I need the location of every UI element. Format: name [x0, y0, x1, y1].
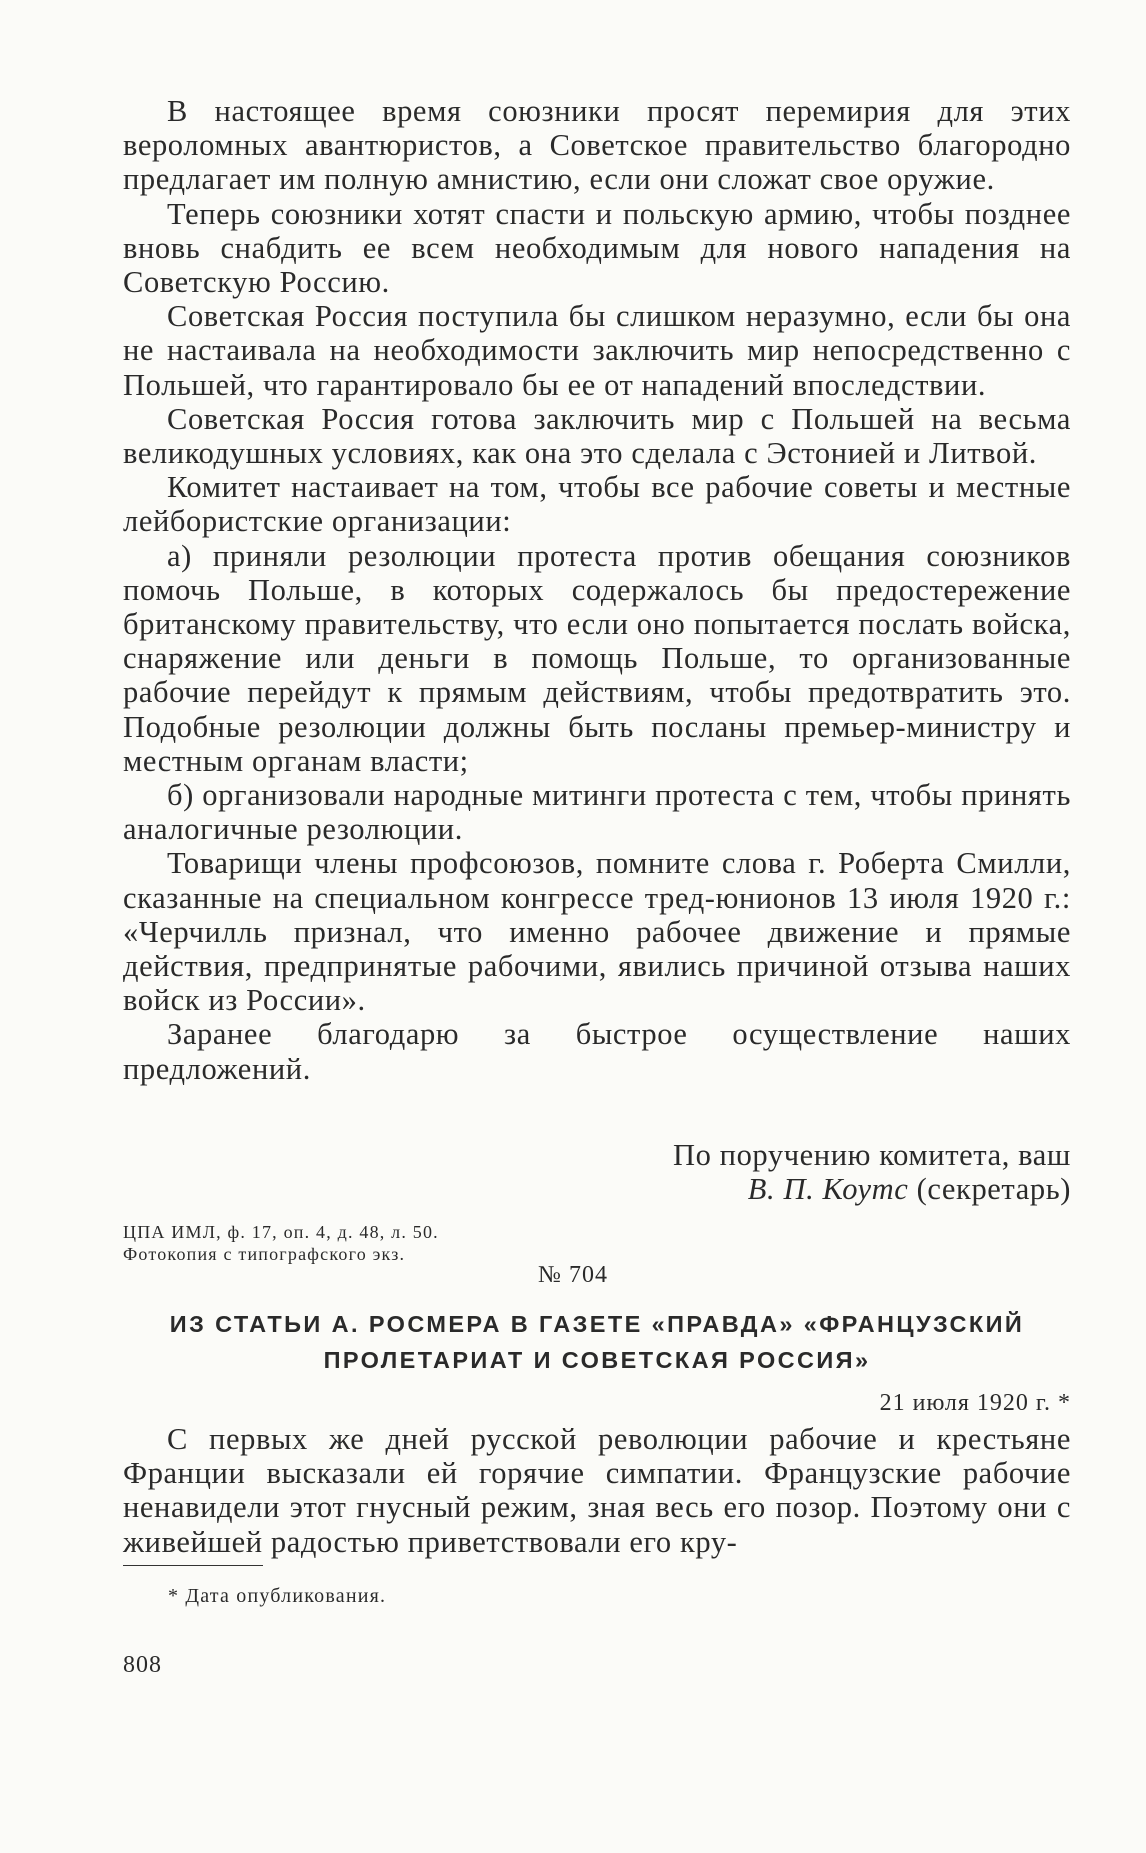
signature-name: В. П. Коутс: [747, 1172, 909, 1206]
signature-line: По поручению комитета, ваш: [672, 1138, 1071, 1172]
page-number: 808: [123, 1652, 162, 1678]
paragraph-5: Комитет настаивает на том, чтобы все рабочие советы и местные лейбористские организации:: [123, 470, 1071, 539]
article-body: [123, 1422, 1071, 1559]
archive-line-1: ЦПА ИМЛ, ф. 17, оп. 4, д. 48, л. 50.: [123, 1222, 439, 1242]
letter-body: [123, 94, 1071, 1086]
paragraph-6: а) приняли резолюции протеста против обещания союзников помочь Польше, в которых содержалось бы предостережение британскому правительству, что если оно попытается послать войска, снаряжение или деньги в помощь Польше, то организованные рабочие перейдут к прямым действиям, чтобы предотвратить это. Подобные резолюции должны быть посланы премьер-министру и местным органам власти;: [123, 538, 1071, 778]
document-date: 21 июля 1920 г. *: [879, 1390, 1071, 1416]
paragraph-8: Товарищи члены профсоюзов, помните слова г. Роберта Смилли, сказанные на специальном конгрессе тред-юнионов 13 июля 1920 г.: «Черчилль признал, что именно рабочее движение и прямые действия, предпринятые рабочими, явились причиной отзыва наших войск из России».: [123, 846, 1071, 1018]
paragraph-3: Советская Россия поступила бы слишком неразумно, если бы она не настаивала на необходимости заключить мир непосредственно с Польшей, что гарантировало бы ее от нападений впоследствии.: [123, 299, 1071, 402]
article-paragraph: С первых же дней русской революции рабочие и крестьяне Франции высказали ей горячие симпатии. Французские рабочие ненавидели этот гнусный режим, зная весь его позор. Поэтому они с живейшей радостью приветствовали его кру-: [123, 1422, 1071, 1559]
signature-role: (секретарь): [916, 1172, 1071, 1206]
signature-name-line: [673, 1172, 1071, 1206]
paragraph-4: Советская Россия готова заключить мир с Польшей на весьма великодушных условиях, как она это сделала с Эстонией и Литвой.: [123, 401, 1071, 471]
document-heading: ИЗ СТАТЬИ А. РОСМЕРА В ГАЗЕТЕ «ПРАВДА» «ФРАНЦУЗСКИЙ ПРОЛЕТАРИАТ И СОВЕТСКАЯ РОССИЯ»: [169, 1311, 1025, 1373]
paragraph-2: Теперь союзники хотят спасти и польскую армию, чтобы позднее вновь снабдить ее всем необходимым для нового нападения на Советскую Россию.: [123, 196, 1071, 300]
footnote-divider: [123, 1565, 263, 1566]
archive-reference: [123, 1221, 439, 1265]
footnote: * Дата опубликования.: [168, 1585, 387, 1607]
paragraph-7: б) организовали народные митинги протеста с тем, чтобы принять аналогичные резолюции.: [123, 778, 1071, 847]
paragraph-1: В настоящее время союзники просят перемирия для этих вероломных авантюристов, а Советское правительство благородно предлагает им полную амнистию, если они сложат свое оружие.: [123, 94, 1071, 197]
paragraph-9: Заранее благодарю за быстрое осуществление наших предложений.: [123, 1017, 1071, 1086]
signature-block: [673, 1138, 1071, 1206]
document-number: № 704: [538, 1262, 608, 1288]
archive-line-2: Фотокопия с типографского экз.: [123, 1244, 406, 1264]
